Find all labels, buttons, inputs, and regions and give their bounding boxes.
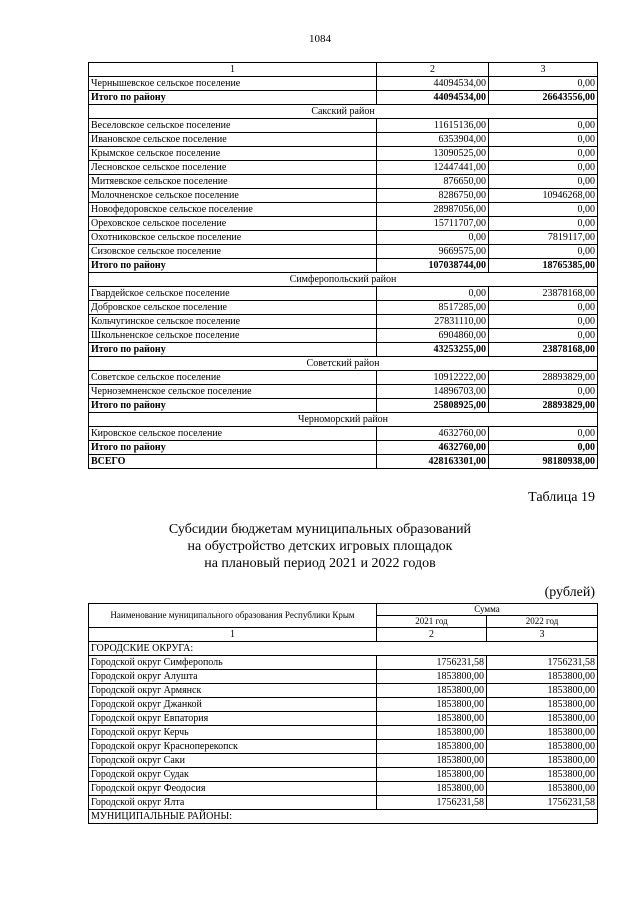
value-cell: 1756231,58 [487,656,598,670]
value-cell: 23878168,00 [489,343,598,357]
name-cell: Школьненское сельское поселение [89,329,377,343]
value-cell: 0,00 [489,175,598,189]
table-row [89,245,598,259]
group-name: ГОРОДСКИЕ ОКРУГА: [89,642,598,656]
table-row [89,385,598,399]
name-cell: Сизовское сельское поселение [89,245,377,259]
value-cell: 4632760,00 [377,427,489,441]
total-row [89,259,598,273]
value-cell: 0,00 [377,231,489,245]
table-row [89,684,598,698]
title-line: Субсидии бюджетам муниципальных образований [168,522,472,537]
column-number-2: 2 [377,63,489,77]
value-cell: 107038744,00 [377,259,489,273]
value-cell: 10946268,00 [489,189,598,203]
district-name: Сакский район [89,105,598,119]
budget-table-continued [88,62,598,469]
value-cell: 12447441,00 [377,161,489,175]
name-cell: Городской округ Евпатория [89,712,377,726]
total-row [89,399,598,413]
name-cell: Ореховское сельское поселение [89,217,377,231]
table-label: Таблица 19 [528,490,595,505]
value-cell: 15711707,00 [377,217,489,231]
name-cell: ВСЕГО [89,455,377,469]
name-cell: Городской округ Ялта [89,796,377,810]
table-row [89,371,598,385]
value-cell: 23878168,00 [489,287,598,301]
value-cell: 28987056,00 [377,203,489,217]
value-cell: 1853800,00 [487,768,598,782]
table-title [0,521,640,572]
value-cell: 1853800,00 [487,698,598,712]
subsidies-table [88,603,598,824]
value-cell: 25808925,00 [377,399,489,413]
table-header-row [89,63,598,77]
value-cell: 1853800,00 [487,712,598,726]
value-cell: 28893829,00 [489,371,598,385]
value-cell: 0,00 [489,203,598,217]
value-cell: 18765385,00 [489,259,598,273]
table-row [89,670,598,684]
table-row [89,712,598,726]
value-cell: 1853800,00 [377,782,487,796]
value-cell: 1853800,00 [487,740,598,754]
table-row [89,161,598,175]
value-cell: 1853800,00 [377,726,487,740]
value-cell: 6353904,00 [377,133,489,147]
name-cell: Добровское сельское поселение [89,301,377,315]
value-cell: 14896703,00 [377,385,489,399]
column-header-year-2022: 2022 год [487,616,598,628]
value-cell: 0,00 [489,217,598,231]
value-cell: 0,00 [489,245,598,259]
table-row [89,231,598,245]
table-row [89,119,598,133]
name-cell: Городской округ Симферополь [89,656,377,670]
table-row [89,656,598,670]
district-name: Черноморский район [89,413,598,427]
name-cell: Итого по району [89,91,377,105]
district-header-row [89,273,598,287]
value-cell: 876650,00 [377,175,489,189]
value-cell: 0,00 [489,147,598,161]
value-cell: 1853800,00 [487,670,598,684]
table-row [89,782,598,796]
value-cell: 10912222,00 [377,371,489,385]
district-name: Симферопольский район [89,273,598,287]
value-cell: 9669575,00 [377,245,489,259]
table-row [89,203,598,217]
table-row [89,698,598,712]
table-row [89,147,598,161]
value-cell: 44094534,00 [377,77,489,91]
table-row [89,133,598,147]
value-cell: 4632760,00 [377,441,489,455]
value-cell: 0,00 [489,77,598,91]
name-cell: Веселовское сельское поселение [89,119,377,133]
table-row [89,77,598,91]
value-cell: 43253255,00 [377,343,489,357]
name-cell: Итого по району [89,399,377,413]
value-cell: 1853800,00 [377,740,487,754]
table-row [89,427,598,441]
column-number-1: 1 [89,628,377,642]
value-cell: 1756231,58 [377,796,487,810]
table-row [89,329,598,343]
name-cell: Крымское сельское поселение [89,147,377,161]
table-row [89,287,598,301]
value-cell: 0,00 [489,427,598,441]
table-row [89,726,598,740]
table-row [89,301,598,315]
name-cell: Черноземненское сельское поселение [89,385,377,399]
units-label: (рублей) [544,585,595,600]
district-header-row [89,357,598,371]
value-cell: 0,00 [377,287,489,301]
name-cell: Новофедоровское сельское поселение [89,203,377,217]
total-row [89,441,598,455]
page-number: 1084 [309,33,331,45]
table-row [89,754,598,768]
name-cell: Городской округ Керчь [89,726,377,740]
table-row [89,740,598,754]
column-number-1: 1 [89,63,377,77]
name-cell: Гвардейское сельское поселение [89,287,377,301]
value-cell: 0,00 [489,119,598,133]
group-name: МУНИЦИПАЛЬНЫЕ РАЙОНЫ: [89,810,598,824]
column-number-3: 3 [489,63,598,77]
district-header-row [89,105,598,119]
value-cell: 8517285,00 [377,301,489,315]
name-cell: Городской округ Саки [89,754,377,768]
name-cell: Городской округ Алушта [89,670,377,684]
title-line: на плановый период 2021 и 2022 годов [204,556,436,571]
value-cell: 0,00 [489,301,598,315]
name-cell: Кировское сельское поселение [89,427,377,441]
column-header-name: Наименование муниципального образования Республики Крым [89,604,377,628]
value-cell: 1756231,58 [377,656,487,670]
name-cell: Городской округ Красноперекопск [89,740,377,754]
value-cell: 428163301,00 [377,455,489,469]
value-cell: 0,00 [489,441,598,455]
table-row [89,315,598,329]
name-cell: Охотниковское сельское поселение [89,231,377,245]
value-cell: 26643556,00 [489,91,598,105]
value-cell: 8286750,00 [377,189,489,203]
table-row [89,175,598,189]
value-cell: 1853800,00 [377,768,487,782]
column-header-sum: Сумма [377,604,598,616]
value-cell: 1853800,00 [377,754,487,768]
value-cell: 98180938,00 [489,455,598,469]
value-cell: 0,00 [489,329,598,343]
name-cell: Городской округ Судак [89,768,377,782]
value-cell: 1853800,00 [377,712,487,726]
table-header-row [89,604,598,616]
column-number-2: 2 [377,628,487,642]
value-cell: 28893829,00 [489,399,598,413]
district-name: Советский район [89,357,598,371]
name-cell: Итого по району [89,343,377,357]
value-cell: 1853800,00 [487,782,598,796]
group-header-row [89,642,598,656]
district-header-row [89,413,598,427]
value-cell: 1853800,00 [377,698,487,712]
value-cell: 6904860,00 [377,329,489,343]
value-cell: 27831110,00 [377,315,489,329]
value-cell: 0,00 [489,315,598,329]
name-cell: Молочненское сельское поселение [89,189,377,203]
title-line: на обустройство детских игровых площадок [187,539,453,554]
value-cell: 1756231,58 [487,796,598,810]
table-row [89,796,598,810]
table-row [89,768,598,782]
value-cell: 1853800,00 [377,684,487,698]
value-cell: 7819117,00 [489,231,598,245]
value-cell: 1853800,00 [487,684,598,698]
value-cell: 1853800,00 [487,726,598,740]
table-row [89,217,598,231]
name-cell: Городской округ Армянск [89,684,377,698]
value-cell: 0,00 [489,133,598,147]
table-row [89,189,598,203]
value-cell: 11615136,00 [377,119,489,133]
value-cell: 1853800,00 [487,754,598,768]
group-header-row [89,810,598,824]
name-cell: Лесновское сельское поселение [89,161,377,175]
value-cell: 0,00 [489,385,598,399]
name-cell: Ивановское сельское поселение [89,133,377,147]
name-cell: Итого по району [89,259,377,273]
name-cell: Митяевское сельское поселение [89,175,377,189]
name-cell: Кольчугинское сельское поселение [89,315,377,329]
table-header-row [89,628,598,642]
value-cell: 13090525,00 [377,147,489,161]
column-header-year-2021: 2021 год [377,616,487,628]
value-cell: 44094534,00 [377,91,489,105]
name-cell: Итого по району [89,441,377,455]
name-cell: Советское сельское поселение [89,371,377,385]
name-cell: Городской округ Феодосия [89,782,377,796]
value-cell: 1853800,00 [377,670,487,684]
name-cell: Чернышевское сельское поселение [89,77,377,91]
value-cell: 0,00 [489,161,598,175]
name-cell: Городской округ Джанкой [89,698,377,712]
total-row [89,455,598,469]
total-row [89,343,598,357]
total-row [89,91,598,105]
column-number-3: 3 [487,628,598,642]
